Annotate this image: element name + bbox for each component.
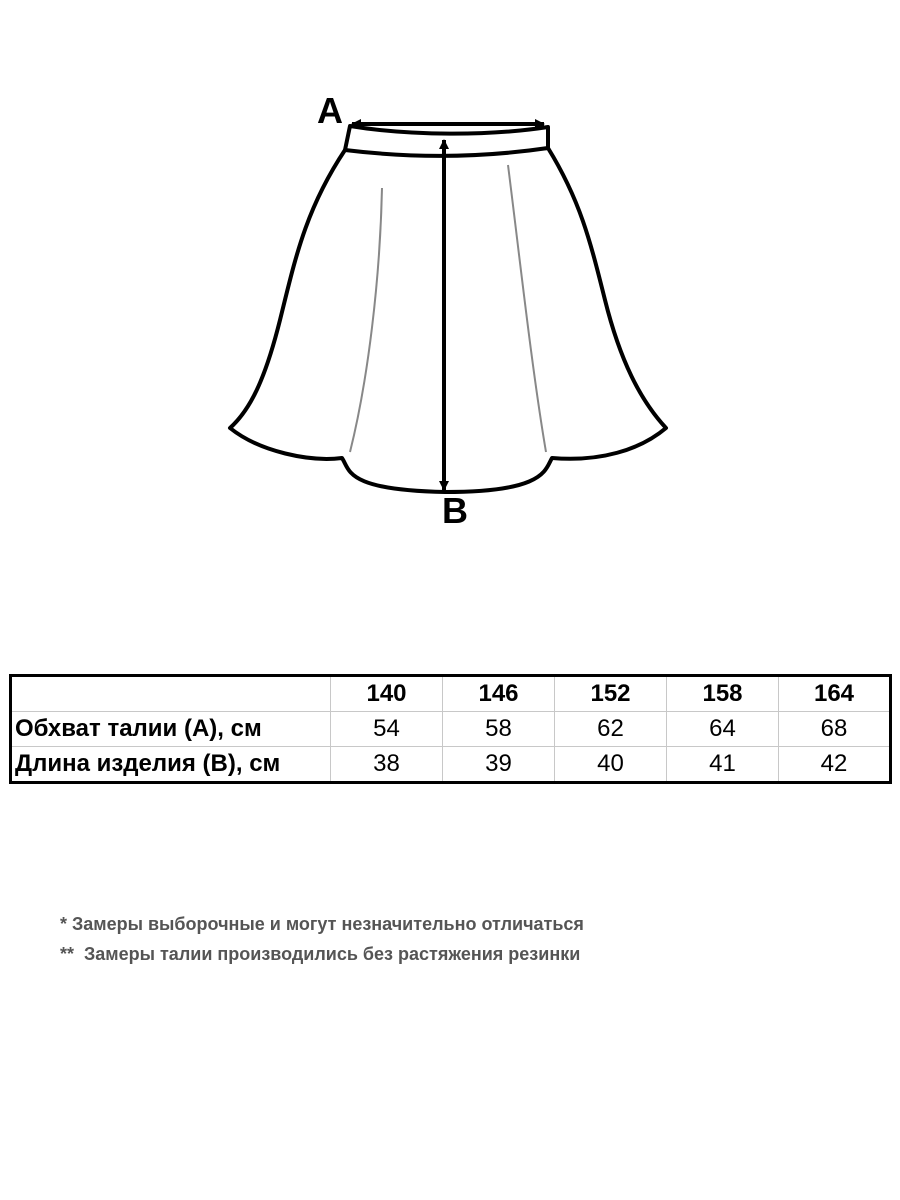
table-cell: 42: [779, 747, 891, 783]
measurement-note: * Замеры выборочные и могут незначительно отличаться: [60, 914, 584, 934]
table-cell: 40: [555, 747, 667, 783]
table-row: [11, 747, 891, 783]
waist-measurement-note: ** Замеры талии производились без растяжения резинки: [60, 944, 581, 964]
size-header: 152: [555, 676, 667, 712]
skirt-outline: [230, 148, 666, 492]
size-table: [9, 674, 892, 784]
row-label-waist: Обхват талии (А), см: [11, 712, 331, 747]
size-header: 140: [331, 676, 443, 712]
table-cell: 68: [779, 712, 891, 747]
size-header: 158: [667, 676, 779, 712]
table-cell: 54: [331, 712, 443, 747]
size-header: 164: [779, 676, 891, 712]
table-cell: 39: [443, 747, 555, 783]
length-dimension-label: B: [442, 490, 468, 531]
table-cell: 58: [443, 712, 555, 747]
table-cell: 38: [331, 747, 443, 783]
waistband: [345, 126, 548, 156]
skirt-diagram: [0, 0, 900, 560]
table-cell: 41: [667, 747, 779, 783]
table-cell: 64: [667, 712, 779, 747]
table-row: [11, 712, 891, 747]
table-cell: 62: [555, 712, 667, 747]
table-corner-cell: [11, 676, 331, 712]
table-header-row: [11, 676, 891, 712]
row-label-length: Длина изделия (В), см: [11, 747, 331, 783]
waist-dimension-label: A: [317, 90, 343, 131]
size-header: 146: [443, 676, 555, 712]
